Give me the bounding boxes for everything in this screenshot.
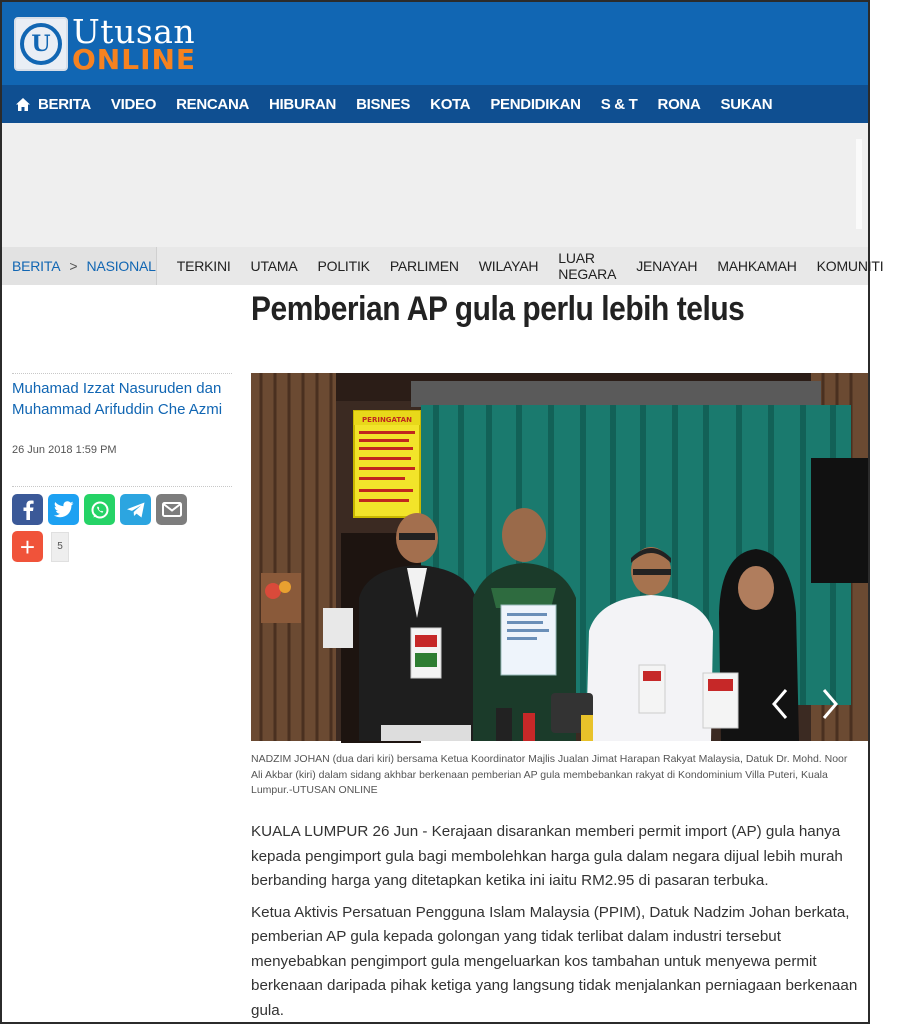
article-body — [251, 820, 863, 1030]
nav-item-sains-teknologi[interactable]: S & T — [600, 95, 638, 113]
article-meta-sidebar — [12, 373, 232, 562]
facebook-icon[interactable] — [12, 494, 43, 525]
category-komuniti[interactable]: KOMUNITI — [816, 258, 884, 274]
logo-emblem-letter: U — [31, 31, 51, 57]
logo-word-utusan: Utusan — [72, 11, 196, 51]
ad-banner-area — [2, 123, 868, 247]
nav-item-kota[interactable]: KOTA — [430, 95, 471, 113]
site-logo[interactable] — [14, 13, 196, 75]
article-author[interactable]: Muhamad Izzat Nasuruden dan Muhammad Arifuddin Che Azmi — [12, 380, 223, 418]
share-count: 5 — [51, 532, 69, 562]
chevron-left-icon[interactable] — [767, 685, 793, 723]
home-icon[interactable] — [8, 85, 38, 123]
nav-item-rencana[interactable]: RENCANA — [176, 95, 250, 113]
category-luar-negara[interactable]: LUAR NEGARA — [558, 250, 617, 282]
category-wilayah[interactable]: WILAYAH — [478, 258, 539, 274]
nav-item-hiburan[interactable]: HIBURAN — [269, 95, 337, 113]
category-jenayah[interactable]: JENAYAH — [636, 258, 698, 274]
whatsapp-icon[interactable] — [84, 494, 115, 525]
article-paragraph: KUALA LUMPUR 26 Jun - Kerajaan disarankan memberi permit import (AP) gula hanya kepada pengimport gula bagi membolehkan harga gula dalam negara dijual lebih murah berbanding harga yang ditetapkan ketika ini iaitu RM2.95 di pasaran terbuka. — [251, 823, 843, 889]
chevron-right-icon[interactable] — [817, 685, 843, 723]
category-politik[interactable]: POLITIK — [317, 258, 370, 274]
nav-item-berita[interactable]: BERITA — [38, 95, 91, 113]
logo-word-online: ONLINE — [72, 42, 197, 76]
email-icon[interactable] — [156, 494, 187, 525]
main-nav — [2, 85, 868, 123]
breadcrumb-nasional[interactable]: NASIONAL — [86, 258, 156, 274]
site-header — [2, 2, 868, 85]
telegram-icon[interactable] — [120, 494, 151, 525]
category-parlimen[interactable]: PARLIMEN — [389, 258, 459, 274]
article-photo[interactable] — [251, 373, 868, 741]
notice-board-title: PERINGATAN — [362, 416, 412, 424]
nav-item-bisnes[interactable]: BISNES — [356, 95, 411, 113]
logo-emblem-icon — [14, 17, 68, 71]
twitter-icon[interactable] — [48, 494, 79, 525]
article-headline: Pemberian AP gula perlu lebih telus — [251, 290, 745, 328]
breadcrumb — [2, 247, 157, 285]
category-mahkamah[interactable]: MAHKAMAH — [717, 258, 797, 274]
section-nav — [2, 247, 884, 285]
nav-item-pendidikan[interactable]: PENDIDIKAN — [490, 95, 581, 113]
share-buttons — [12, 494, 232, 525]
category-terkini[interactable]: TERKINI — [176, 258, 231, 274]
nav-item-video[interactable]: VIDEO — [110, 95, 157, 113]
breadcrumb-berita[interactable]: BERITA — [12, 258, 61, 274]
nav-item-sukan[interactable]: SUKAN — [720, 95, 773, 113]
article-date: 26 Jun 2018 1:59 PM — [12, 444, 117, 456]
article-paragraph: Ketua Aktivis Persatuan Pengguna Islam Malaysia (PPIM), Datuk Nadzim Johan berkata, pemberian AP gula kepada golongan yang tidak terlibat dalam industri tersebut menyebabkan pengimport gula mengeluarkan kos tambahan untuk menyewa permit berkenaan daripada pihak ketiga yang langsung tidak menjalankan perniagaan berkenaan gula. — [251, 903, 858, 1019]
breadcrumb-separator: > — [69, 258, 78, 274]
plus-icon[interactable]: + — [12, 531, 43, 562]
photo-caption: NADZIM JOHAN (dua dari kiri) bersama Ketua Koordinator Majlis Jualan Jimat Harapan Rakyat Malaysia, Datuk Dr. Mohd. Noor Ali Akbar (kiri) dalam sidang akhbar berkenaan pemberian AP gula membebankan rakyat di Kondominium Villa Puteri, Kuala Lumpur.-UTUSAN ONLINE — [251, 753, 848, 796]
category-utama[interactable]: UTAMA — [250, 258, 298, 274]
nav-item-rona[interactable]: RONA — [657, 95, 701, 113]
